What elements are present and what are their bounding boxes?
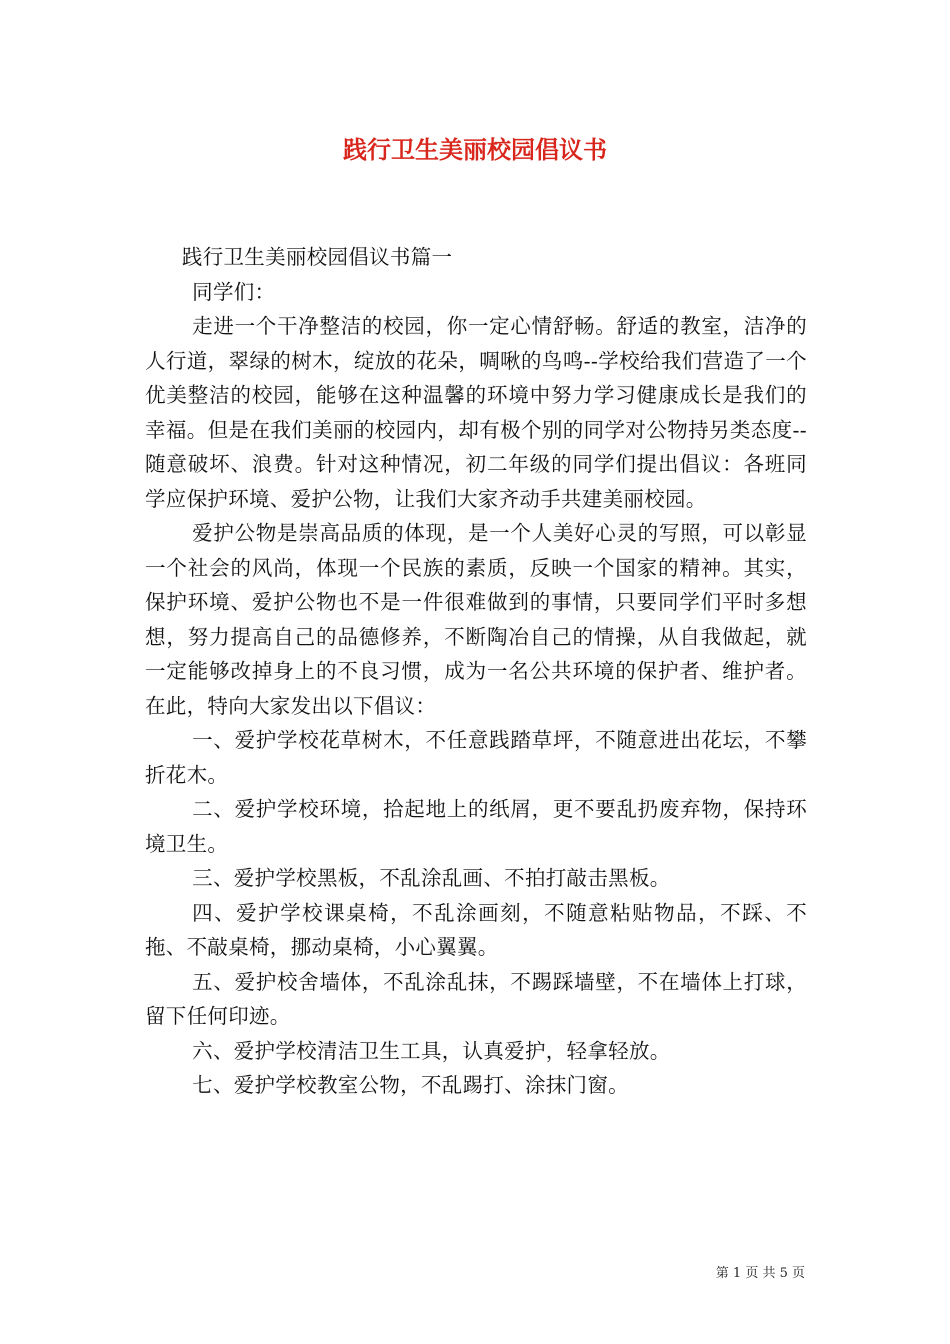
paragraph-public-property: 爱护公物是崇高品质的体现，是一个人美好心灵的写照，可以彰显一个社会的风尚，体现一个民族的素质，反映一个国家的精神。其实，保护环境、爱护公物也不是一件很难做到的事情，只要同学们平时多想想，努力提高自己的品德修养，不断陶冶自己的情操，从自我做起，就一定能够改掉身上的不良习惯，成为一名公共环境的保护者、维护者。在此，特向大家发出以下倡议： (145, 521, 807, 718)
proposal-item-4: 四、爱护学校课桌椅，不乱涂画刻，不随意粘贴物品，不踩、不拖、不敲桌椅，挪动桌椅，小心翼翼。 (145, 900, 807, 959)
proposal-item-6: 六、爱护学校清洁卫生工具，认真爱护，轻拿轻放。 (192, 1038, 671, 1063)
proposal-item-7: 七、爱护学校教室公物，不乱踢打、涂抹门窗。 (192, 1073, 629, 1097)
proposal-item-1: 一、爱护学校花草树木，不任意践踏草坪，不随意进出花坛，不攀折花木。 (145, 728, 807, 787)
proposal-item-2: 二、爱护学校环境，拾起地上的纸屑，更不要乱扔废弃物，保持环境卫生。 (145, 797, 807, 856)
paragraph-intro: 走进一个干净整洁的校园，你一定心情舒畅。舒适的教室，洁净的人行道，翠绿的树木，绽放的花朵，啁啾的鸟鸣--学校给我们营造了一个优美整洁的校园，能够在这种温馨的环境中努力学习健康成长是我们的幸福。但是在我们美丽的校园内，却有极个别的同学对公物持另类态度--随意破坏、浪费。针对这种情况，初二年级的同学们提出倡议：各班同学应保护环境、爱护公物，让我们大家齐动手共建美丽校园。 (145, 314, 807, 511)
document-body (145, 240, 807, 1103)
greeting: 同学们： (192, 279, 276, 304)
document-title: 践行卫生美丽校园倡议书 (343, 135, 607, 164)
page-number: 第 1 页 共 5 页 (715, 1266, 805, 1281)
section-subtitle: 践行卫生美丽校园倡议书篇一 (181, 245, 453, 269)
proposal-item-5: 五、爱护校舍墙体，不乱涂乱抹，不踢踩墙壁，不在墙体上打球，留下任何印迹。 (145, 969, 807, 1028)
proposal-item-3: 三、爱护学校黑板，不乱涂乱画、不拍打敲击黑板。 (192, 866, 671, 890)
